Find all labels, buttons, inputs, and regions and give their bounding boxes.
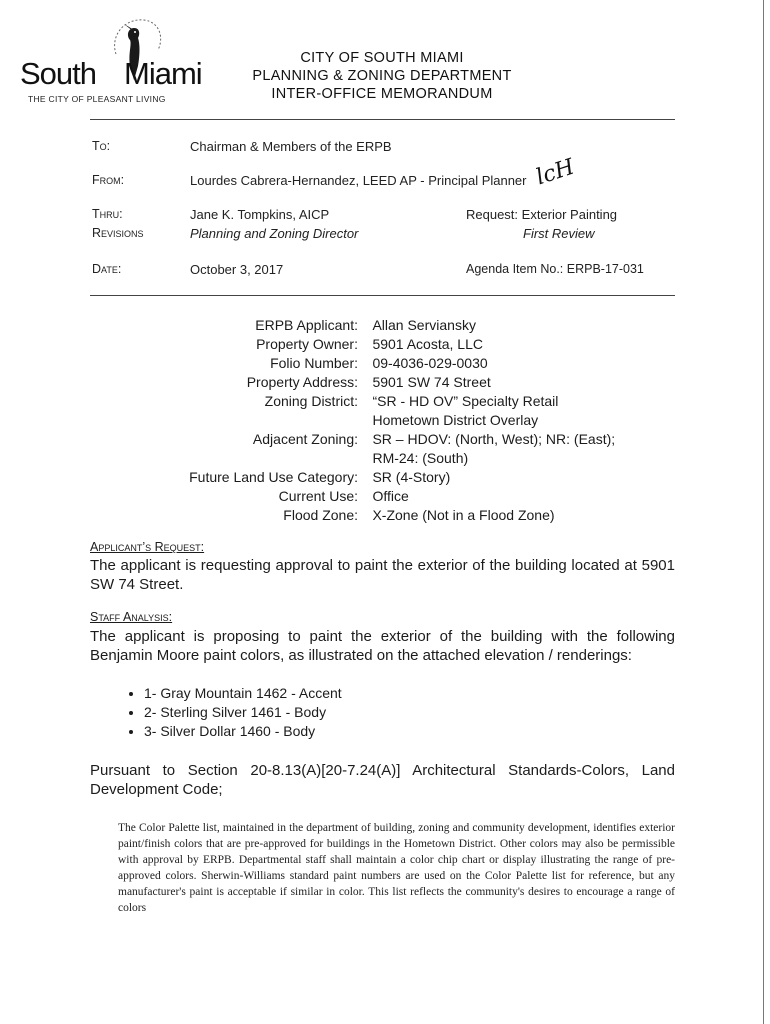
date-value: October 3, 2017	[190, 262, 284, 277]
property-row	[118, 316, 638, 335]
property-row	[118, 506, 638, 525]
thru-label: Thru:	[92, 207, 123, 221]
property-row	[118, 373, 638, 392]
memo-divider	[90, 295, 675, 296]
agenda-item: Agenda Item No.: ERPB-17-031	[466, 262, 644, 276]
property-row	[118, 430, 638, 449]
logo-text-miami: Miami	[124, 56, 202, 91]
thru-title: Planning and Zoning Director	[190, 226, 359, 241]
pursuant-text: Pursuant to Section 20-8.13(A)[20-7.24(A)] Architectural Standards-Colors, Land Development Code;	[90, 762, 675, 798]
page-edge	[763, 0, 764, 1024]
logo-tagline: THE CITY OF PLEASANT LIVING	[28, 94, 166, 104]
property-row	[118, 354, 638, 373]
property-label: Current Use:	[278, 488, 358, 504]
property-row	[118, 411, 638, 430]
revisions-label: Revisions	[92, 226, 144, 240]
property-label: ERPB Applicant:	[255, 317, 358, 333]
header-department: PLANNING & ZONING DEPARTMENT	[252, 68, 512, 84]
property-value: SR (4-Story)	[372, 469, 451, 485]
staff-analysis-text: The applicant is proposing to paint the exterior of the building with the following Benjamin Moore paint colors, as illustrated on the attached elevation / renderings:	[90, 628, 675, 664]
initials-signature: lcH	[533, 154, 578, 191]
list-item: • 2- Sterling Silver 1461 - Body	[144, 703, 528, 722]
header-city: CITY OF SOUTH MIAMI	[300, 50, 464, 66]
property-row	[118, 468, 638, 487]
paint-colors-list	[128, 684, 528, 741]
property-label: Property Address:	[246, 374, 358, 390]
property-value: 09-4036-029-0030	[372, 355, 488, 371]
date-label: Date:	[92, 262, 122, 276]
property-row	[118, 392, 638, 411]
top-divider	[90, 119, 675, 120]
property-label: Flood Zone:	[283, 507, 358, 523]
header-memo-type: INTER-OFFICE MEMORANDUM	[271, 86, 493, 102]
to-value: Chairman & Members of the ERPB	[190, 139, 392, 154]
applicant-request-heading: Applicant’s Request:	[90, 540, 205, 554]
from-value: Lourdes Cabrera-Hernandez, LEED AP - Principal Planner	[190, 173, 527, 188]
property-value: SR – HDOV: (North, West); NR: (East);	[372, 431, 616, 447]
list-item: • 1- Gray Mountain 1462 - Accent	[144, 684, 528, 703]
request-type: Request: Exterior Painting	[466, 207, 618, 222]
property-row	[118, 487, 638, 506]
city-logo	[20, 14, 220, 106]
property-label: Adjacent Zoning:	[252, 431, 358, 447]
staff-analysis-heading: Staff Analysis:	[90, 610, 173, 624]
property-row	[118, 449, 638, 468]
property-label: Zoning District:	[264, 393, 358, 409]
property-label: Folio Number:	[270, 355, 358, 371]
property-row	[118, 335, 638, 354]
logo-text-south: South	[20, 56, 97, 91]
to-label: To:	[92, 139, 111, 153]
property-value: 5901 SW 74 Street	[372, 374, 491, 390]
property-label: Property Owner:	[256, 336, 358, 352]
property-value: Hometown District Overlay	[372, 412, 539, 428]
property-value: Allan Serviansky	[372, 317, 476, 333]
color-palette-quote: The Color Palette list, maintained in the department of building, zoning and community development, identifies exterior paint/finish colors that are pre-approved for buildings in the Hometown District. Other colors may also be permissible with approval by ERPB. Departmental staff shall maintain a color chip chart or display illustrating the range of pre-approved colors. Sherwin-Williams standard paint numbers are used on the Color Palette list for reference, but any manufacturer's paint is acceptable if similar in color. This list reflects the community's desires to encourage a range of colors	[118, 822, 675, 914]
property-value: “SR - HD OV” Specialty Retail	[372, 393, 559, 409]
applicant-request-text: The applicant is requesting approval to paint the exterior of the building located at 5901 SW 74 Street.	[90, 557, 675, 593]
property-table	[118, 316, 638, 525]
property-value: X-Zone (Not in a Flood Zone)	[372, 507, 555, 523]
from-label: From:	[92, 173, 125, 187]
list-item: • 3- Silver Dollar 1460 - Body	[144, 722, 528, 741]
property-label: Future Land Use Category:	[189, 469, 358, 485]
property-value: 5901 Acosta, LLC	[372, 336, 483, 352]
property-value: Office	[372, 488, 409, 504]
property-value: RM-24: (South)	[372, 450, 469, 466]
review-status: First Review	[523, 226, 595, 241]
thru-name: Jane K. Tompkins, AICP	[190, 207, 330, 222]
